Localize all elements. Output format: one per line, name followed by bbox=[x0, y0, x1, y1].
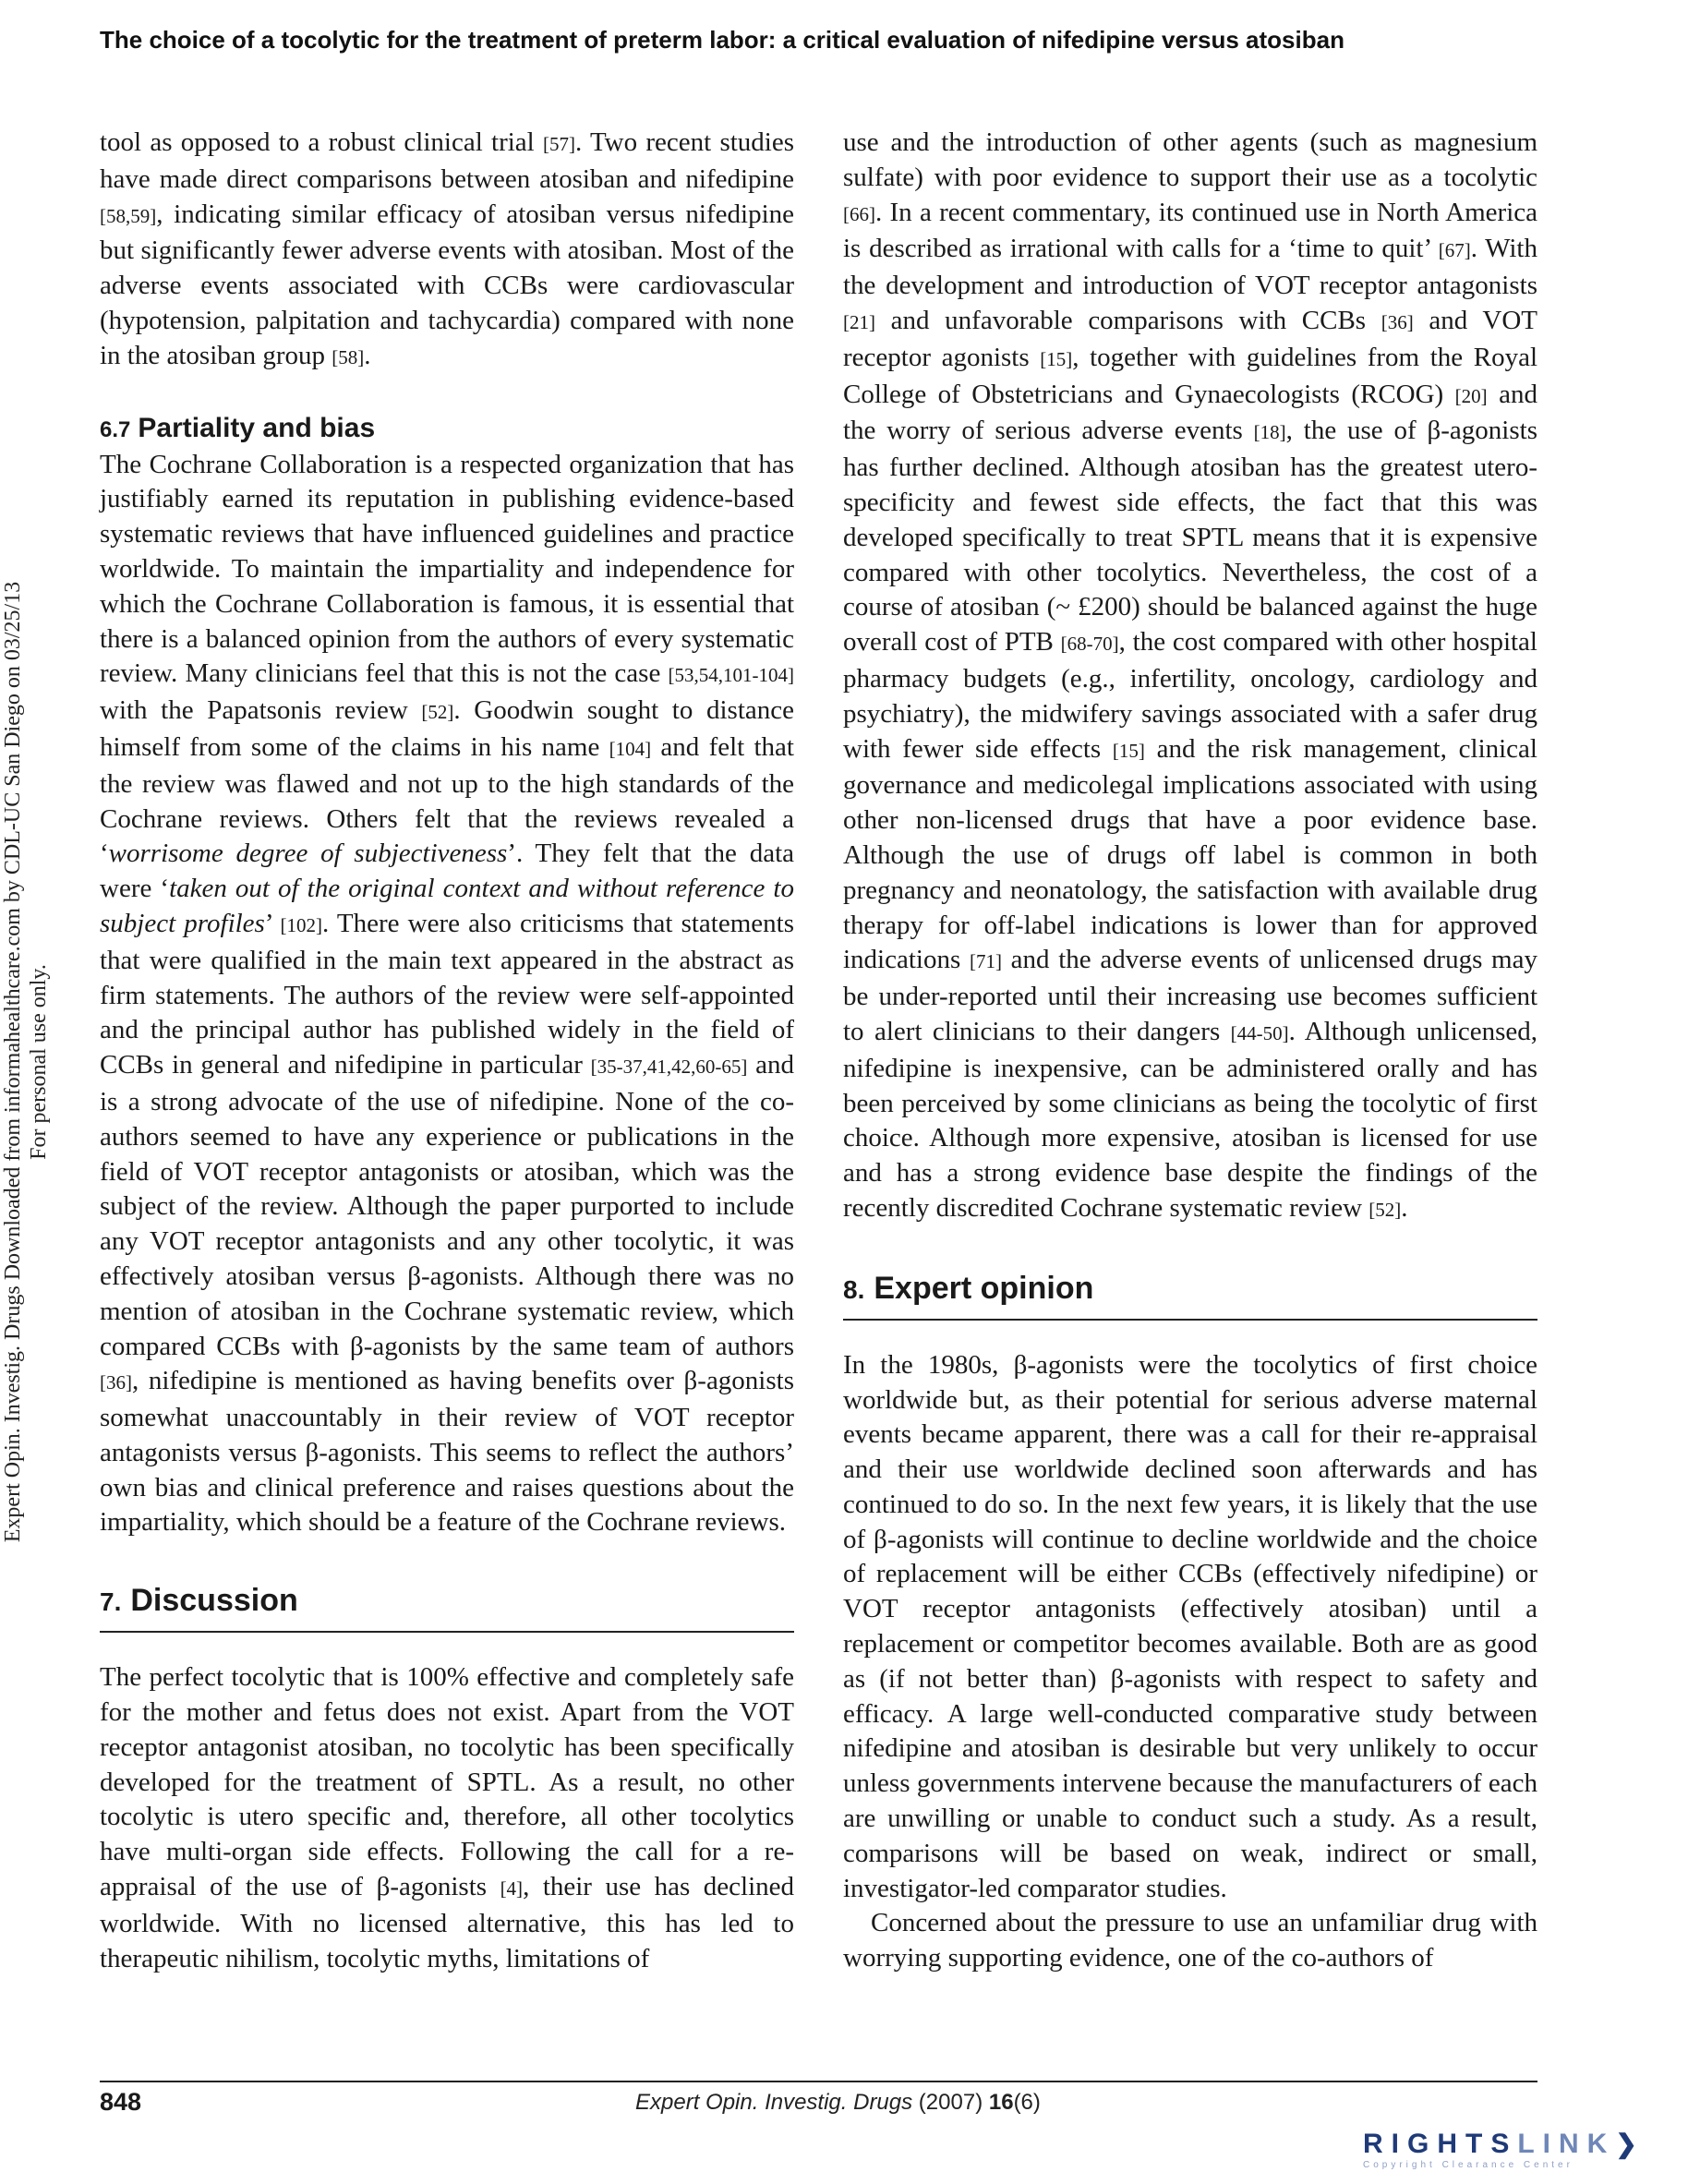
download-notice-line1: Expert Opin. Investig. Drugs Downloaded from informahealthcare.com by CDL-UC San Diego on 03/25/13 bbox=[1, 581, 25, 1543]
paragraph: The Cochrane Collaboration is a respected organization that has justifiably earned its reputation in publishing evidence-based systematic reviews that have influenced guidelines and practice worldwide. To maintain the impartiality and independence for which the Cochrane Collaboration is famous, it is essential that there is a balanced opinion from the authors of every systematic review. Many clinicians feel that this is not the case [53,54,101-104] with the Papatsonis review [52]. Goodwin sought to distance himself from some of the claims in his name [104] and felt that the review was flawed and not up to the high standards of the Cochrane reviews. Others felt that the reviews revealed a ‘worrisome degree of subjectiveness’. They felt that the data were ‘taken out of the original context and without reference to subject profiles’ [102]. There were also criticisms that statements that were qualified in the main text appeared in the abstract as firm statements. The authors of the review were self-appointed and the principal author has published widely in the field of CCBs in general and nifedipine in particular [35-37,41,42,60-65] and is a strong advocate of the use of nifedipine. None of the co-authors seemed to have any experience or publications in the field of VOT receptor antagonists or atosiban, which was the subject of the review. Although the paper purported to include any VOT receptor antagonists and any other tocolytic, it was effectively atosiban versus β-agonists. Although there was no mention of atosiban in the Cochrane systematic review, which compared CCBs with β-agonists by the same team of authors [36], nifedipine is mentioned as having benefits over β-agonists somewhat unaccountably in their review of VOT receptor antagonists versus β-agonists. This seems to reflect the authors’ own bias and clinical preference and raises questions about the impartiality, which should be a feature of the Cochrane reviews. bbox=[100, 449, 795, 1538]
section-title: Expert opinion bbox=[874, 1270, 1094, 1306]
citation[interactable]: [52] bbox=[421, 701, 454, 724]
journal-name: Expert Opin. Investig. Drugs bbox=[635, 2090, 913, 2115]
journal-citation bbox=[635, 2087, 1041, 2118]
citation[interactable]: [36] bbox=[100, 1371, 132, 1394]
rightslink-arrow-icon: ❯ bbox=[1615, 2130, 1646, 2158]
citation[interactable]: [104] bbox=[609, 737, 652, 760]
citation[interactable]: [15] bbox=[1040, 347, 1073, 370]
rightslink-brand-b: LINK bbox=[1517, 2129, 1616, 2159]
subsection-number: 6.7 bbox=[100, 416, 131, 442]
paragraph: In the 1980s, β-agonists were the tocolytics of first choice worldwide but, as their potential for serious adverse maternal events became apparent, there was a call for their re-appraisal and their use worldwide declined soon afterwards and has continued to do so. In the next few years, it is likely that the use of β-agonists will continue to decline worldwide and the choice of replacement will be either CCBs (effectively nifedipine) or VOT receptor antagonists (effectively atosiban) until a replacement or competitor becomes available. Both are as good as (if not better than) β-agonists with respect to safety and efficacy. A large well-conducted comparative study between nifedipine and atosiban is desirable but very unlikely to occur unless governments intervene because the manufacturers of each are unwilling or unable to conduct such a study. As a result, comparisons will be based on weak, indirect or small, investigator-led comparator studies. bbox=[843, 1349, 1537, 1903]
subsection-title: Partiality and bias bbox=[138, 412, 376, 443]
paragraph: Concerned about the pressure to use an unfamiliar drug with worrying supporting evidence, one of the co-authors of bbox=[843, 1908, 1537, 1973]
citation[interactable]: [102] bbox=[280, 913, 323, 936]
citation[interactable]: [57] bbox=[542, 133, 575, 155]
quote: worrisome degree of subjectiveness bbox=[108, 839, 508, 869]
paragraph: The perfect tocolytic that is 100% effective and completely safe for the mother and fetus does not exist. Apart from the VOT receptor antagonist atosiban, no tocolytic has been specifically developed for the treatment of SPTL. As a result, no other tocolytic is utero specific and, therefore, all other tocolytics have multi-organ side effects. Following the call for a re-appraisal of the use of β-agonists [4], their use has declined worldwide. With no licensed alternative, this has led to therapeutic nihilism, tocolytic myths, limitations of bbox=[100, 1662, 795, 1973]
rightslink-tagline: Copyright Clearance Center bbox=[1363, 2160, 1573, 2170]
page-number: 848 bbox=[100, 2088, 142, 2116]
subsection-heading-partiality bbox=[100, 411, 794, 448]
section-heading-expert-opinion bbox=[843, 1269, 1537, 1321]
paragraph: tool as opposed to a robust clinical trial [57]. Two recent studies have made direct comparisons between atosiban and nifedipine [58,59], indicating similar efficacy of atosiban versus nifedipine but significantly fewer adverse events with atosiban. Most of the adverse events associated with CCBs were cardiovascular (hypotension, palpitation and tachycardia) compared with none in the atosiban group [58]. bbox=[100, 127, 795, 370]
citation[interactable]: [58] bbox=[332, 345, 365, 368]
download-notice-line2: For personal use only. bbox=[27, 964, 51, 1160]
citation[interactable]: [36] bbox=[1380, 310, 1414, 333]
journal-issue: (6) bbox=[1013, 2090, 1041, 2115]
left-column bbox=[100, 126, 794, 1976]
citation[interactable]: [20] bbox=[1454, 384, 1488, 407]
citation[interactable]: [21] bbox=[843, 310, 875, 333]
right-column bbox=[843, 126, 1537, 1976]
journal-year: (2007) bbox=[912, 2090, 989, 2115]
section-title: Discussion bbox=[130, 1583, 298, 1619]
journal-volume: 16 bbox=[988, 2090, 1014, 2115]
citation[interactable]: [67] bbox=[1438, 239, 1471, 262]
citation[interactable]: [71] bbox=[969, 950, 1002, 973]
quote: taken out of the original context and without reference to subject profiles bbox=[100, 874, 794, 938]
citation[interactable]: [66] bbox=[843, 202, 875, 225]
download-notice bbox=[0, 554, 74, 1570]
section-number: 7. bbox=[100, 1587, 122, 1617]
rightslink-logo[interactable] bbox=[1363, 2129, 1677, 2173]
citation[interactable]: [52] bbox=[1368, 1198, 1402, 1221]
citation[interactable]: [15] bbox=[1112, 739, 1145, 762]
paragraph: use and the introduction of other agents (such as magnesium sulfate) with poor evidence to support their use as a tocolytic [66]. In a recent commentary, its continued use in North America is described as irrational with calls for a ‘time to quit’ [67]. With the development and introduction of VOT receptor antagonists [21] and unfavorable comparisons with CCBs [36] and VOT receptor agonists [15], together with guidelines from the Royal College of Obstetricians and Gynaecologists (RCOG) [20] and the worry of serious adverse events [18], the use of β-agonists has further declined. Although atosiban has the greatest utero-specificity and fewest side effects, the fact that this was developed specifically to treat SPTL means that it is expensive compared with other tocolytics. Nevertheless, the cost of a course of atosiban (~ £200) should be balanced against the huge overall cost of PTB [68-70], the cost compared with other hospital pharmacy budgets (e.g., infertility, oncology, cardiology and psychiatry), the midwifery savings associated with a safer drug with fewer side effects [15] and the risk management, clinical governance and medicolegal implications associated with using other non-licensed drugs that have a poor evidence base. Although the use of drugs off label is common in both pregnancy and neonatology, the satisfaction with available drug therapy for off-label indications is lower than for approved indications [71] and the adverse events of unlicensed drugs may be under-reported until their increasing use becomes sufficient to alert clinicians to their dangers [44-50]. Although unlicensed, nifedipine is inexpensive, can be administered orally and has been perceived by some clinicians as being the tocolytic of first choice. Although more expensive, atosiban is licensed for use and has a strong evidence base despite the findings of the recently discredited Cochrane systematic review [52]. bbox=[843, 127, 1538, 1223]
citation[interactable]: [68-70] bbox=[1060, 633, 1119, 656]
running-head: The choice of a tocolytic for the treatment of preterm labor: a critical evaluation of nifedipine versus atosiban bbox=[100, 26, 1344, 54]
citation[interactable]: [44-50] bbox=[1230, 1021, 1289, 1044]
citation[interactable]: [58,59] bbox=[100, 204, 157, 227]
footer-rule bbox=[100, 2081, 1537, 2082]
citation[interactable]: [35-37,41,42,60-65] bbox=[590, 1056, 748, 1079]
rightslink-brand-a: RIGHTS bbox=[1363, 2129, 1518, 2159]
citation[interactable]: [53,54,101-104] bbox=[668, 664, 794, 687]
citation[interactable]: [18] bbox=[1253, 421, 1286, 444]
section-heading-discussion bbox=[100, 1581, 794, 1633]
citation[interactable]: [4] bbox=[500, 1877, 524, 1900]
section-number: 8. bbox=[843, 1274, 865, 1304]
